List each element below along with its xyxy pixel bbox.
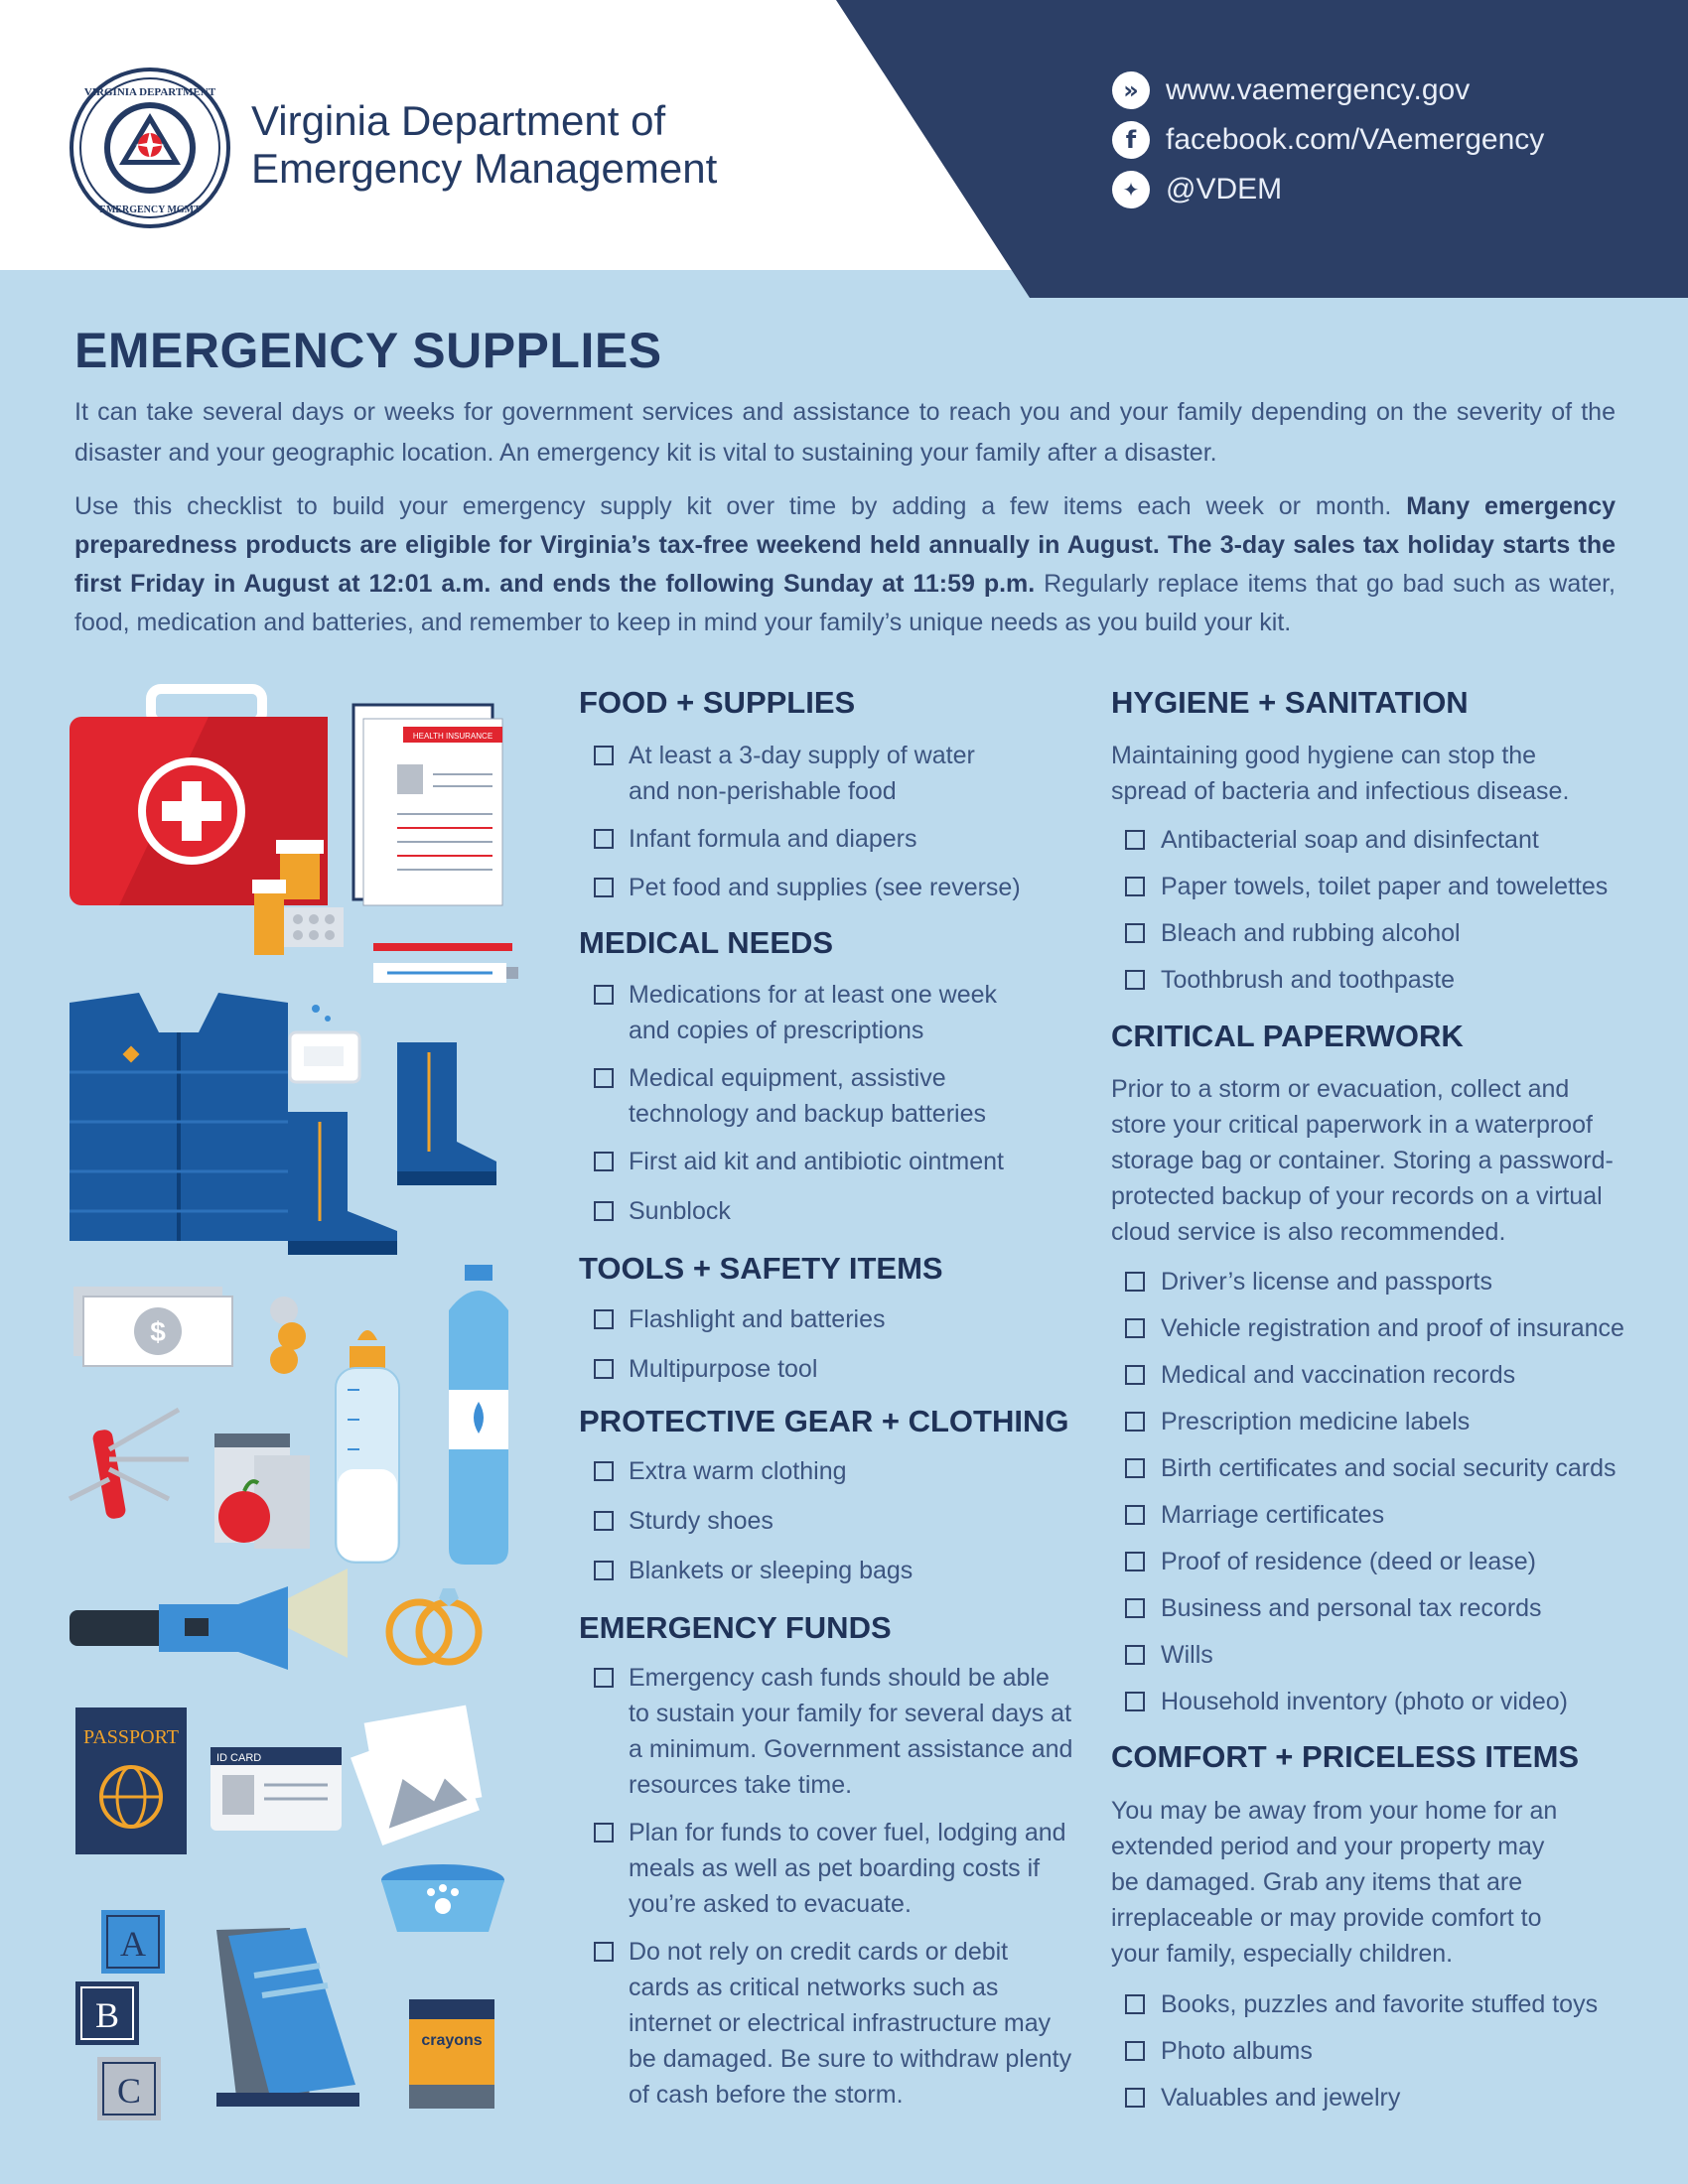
photos-icon [351,1706,482,1845]
checkbox[interactable] [594,1942,614,1962]
crayons-icon [409,1999,494,2109]
checkbox[interactable] [594,829,614,849]
checklist-item: Do not rely on credit cards or debit cards as critical networks such as internet or electrical infrastructure may be damaged. Be sure to withdraw plenty of cash before the storm. [629,1938,1072,2109]
checklist-item: Toothbrush and toothpaste [1161,966,1456,994]
checklist-item: Sunblock [629,1197,731,1225]
intro-paragraph-2 [74,487,1616,642]
checklist-item: Paper towels, toilet paper and towelettes [1161,873,1609,900]
intro-p2-end: Regularly replace items that go bad such as water, food, medication and batteries, and remember to keep in mind your family’s unique needs as you build your kit. [74,570,1617,636]
checklist-item: Antibacterial soap and disinfectant [1161,826,1539,854]
checklist-item: Emergency cash funds should be able to sustain your family for several days at a minimum. Government assistance and resources take time. [629,1664,1073,1799]
canned-food-icon [214,1433,310,1549]
intro-paragraph-1: It can take several days or weeks for government services and assistance to reach you and your family depending on the severity of the disaster and your geographic location. An emergency kit is vital to sustaining your family after a disaster. [74,398,1616,467]
flashlight-icon [70,1569,348,1670]
website-arrow-icon: » [1112,71,1150,109]
checkbox[interactable] [1125,970,1145,990]
checkbox[interactable] [1125,1645,1145,1665]
checkbox[interactable] [1125,1692,1145,1711]
rings-icon [389,1588,479,1662]
twitter-icon: ✦ [1112,171,1150,208]
emergency-funds-heading: EMERGENCY FUNDS [579,1610,892,1645]
food-supplies-heading: FOOD + SUPPLIES [579,685,856,720]
health-insurance-label: HEALTH INSURANCE [412,732,493,741]
checklist-item: Business and personal tax records [1161,1594,1542,1622]
checkbox[interactable] [1125,1412,1145,1432]
checkbox[interactable] [1125,1598,1145,1618]
checkbox[interactable] [1125,1552,1145,1571]
page-title: EMERGENCY SUPPLIES [74,323,662,378]
checklist-item: Photo albums [1161,2037,1313,2065]
checklist-item: Extra warm clothing [629,1457,847,1485]
checklist-item: Blankets or sleeping bags [629,1557,914,1584]
coins-icon [270,1297,306,1374]
facebook-icon: f [1112,121,1150,159]
block-a-label: A [120,1924,146,1964]
checklist-item: Medications for at least one week and copies of prescriptions [629,981,998,1044]
checklist-item: Wills [1161,1641,1213,1669]
checkbox[interactable] [594,1152,614,1171]
twitter-text: @VDEM [1166,173,1283,205]
checklist-item: Birth certificates and social security cards [1161,1454,1617,1482]
org-name-line1: Virginia Department of [251,97,666,144]
svg-text:EMERGENCY MGMT: EMERGENCY MGMT [99,205,201,215]
checkbox[interactable] [1125,830,1145,850]
checkbox[interactable] [1125,2088,1145,2108]
soap-icon [290,1005,359,1082]
org-name-line2: Emergency Management [251,145,718,192]
checklist-item: Medical equipment, assistive technology and backup batteries [629,1064,986,1128]
facebook-text: facebook.com/VAemergency [1166,123,1545,156]
comfort-description: You may be away from your home for an extended period and your property may be damaged. Grab any items that are irreplaceable or may provide comfort to your family, especially children. [1111,1797,1558,1968]
vdem-logo-icon [70,68,230,228]
baby-bottle-icon [336,1330,399,1563]
checklist-item: Medical and vaccination records [1161,1361,1516,1389]
checklist-item: Plan for funds to cover fuel, lodging and meals as well as pet boarding costs if you’re asked to evacuate. [629,1819,1066,1918]
passport-icon [75,1707,187,1854]
checklist-item: Proof of residence (deed or lease) [1161,1548,1536,1575]
checklist-item: At least a 3-day supply of water and non-perishable food [629,742,975,805]
checkbox[interactable] [1125,877,1145,896]
paperwork-description: Prior to a storm or evacuation, collect and store your critical paperwork in a waterproof storage bag or container. Storing a password-protected backup of your records on a virtual cloud service is also recommended. [1111,1075,1614,1246]
passport-label: PASSPORT [83,1726,179,1748]
hygiene-description: Maintaining good hygiene can stop the spread of bacteria and infectious disease. [1111,742,1570,805]
checkbox[interactable] [594,746,614,765]
facebook-link[interactable] [1112,121,1544,159]
checkbox[interactable] [594,1823,614,1843]
books-icon [216,1928,359,2107]
checklist-item: Multipurpose tool [629,1355,818,1383]
checklist-item: Pet food and supplies (see reverse) [629,874,1021,901]
comfort-priceless-heading: COMFORT + PRICELESS ITEMS [1111,1739,1580,1774]
checklist-item: Sturdy shoes [629,1507,774,1535]
hygiene-sanitation-heading: HYGIENE + SANITATION [1111,685,1469,720]
health-insurance-document-icon [353,705,502,905]
dollar-label: $ [150,1316,166,1347]
checkbox[interactable] [1125,923,1145,943]
checklist-item: Vehicle registration and proof of insurance [1161,1314,1624,1342]
crayons-label: crayons [421,2032,483,2049]
website-text: www.vaemergency.gov [1166,73,1471,106]
id-card-icon [211,1747,342,1831]
checkbox[interactable] [1125,1318,1145,1338]
tools-safety-heading: TOOLS + SAFETY ITEMS [579,1251,943,1286]
checklist-item: Bleach and rubbing alcohol [1161,919,1461,947]
cash-icon [73,1287,232,1366]
checklist-item: Driver’s license and passports [1161,1268,1492,1296]
checkbox[interactable] [594,1359,614,1379]
intro-p2-start: Use this checklist to build your emergency supply kit over time by adding a few items each week or month. [74,492,1407,520]
checkbox[interactable] [1125,1365,1145,1385]
checkbox[interactable] [1125,1272,1145,1292]
alphabet-blocks-icon [75,1910,165,2120]
checkbox[interactable] [594,878,614,897]
checkbox[interactable] [1125,2041,1145,2061]
checklist-item: First aid kit and antibiotic ointment [629,1148,1004,1175]
checkbox[interactable] [594,1668,614,1688]
id-card-label: ID CARD [216,1752,262,1764]
checkbox[interactable] [594,1511,614,1531]
checklist-item: Valuables and jewelry [1161,2084,1401,2112]
checkbox[interactable] [594,1068,614,1088]
checklist-item: Household inventory (photo or video) [1161,1688,1568,1715]
checklist-item: Prescription medicine labels [1161,1408,1471,1435]
intro-p2-bold: Many emergency preparedness products are eligible for Virginia’s tax-free weekend held annually in August. The 3-day sales tax holiday starts the first Friday in August at 12:01 a.m. and ends the following Sunday at 11:59 p.m. [74,492,1617,598]
checkbox[interactable] [1125,1458,1145,1478]
water-bottle-icon [449,1265,508,1565]
website-link[interactable] [1112,71,1470,109]
critical-paperwork-heading: CRITICAL PAPERWORK [1111,1019,1464,1053]
checkbox[interactable] [1125,1505,1145,1525]
checklist-item: Marriage certificates [1161,1501,1385,1529]
checklist-item: Books, puzzles and favorite stuffed toys [1161,1990,1599,2018]
checklist-item: Infant formula and diapers [629,825,917,853]
twitter-link[interactable] [1112,171,1282,208]
checkbox[interactable] [1125,1994,1145,2014]
organization-name [251,97,717,193]
block-c-label: C [116,2071,142,2111]
checkbox[interactable] [594,985,614,1005]
medical-needs-heading: MEDICAL NEEDS [579,925,834,960]
protective-gear-heading: PROTECTIVE GEAR + CLOTHING [579,1404,1069,1438]
pet-bowl-icon [381,1864,504,1932]
supplies-illustrations [60,675,546,2144]
multipurpose-tool-icon [70,1410,189,1520]
checkbox[interactable] [594,1561,614,1580]
checkbox[interactable] [594,1309,614,1329]
vest-icon [70,993,288,1241]
checkbox[interactable] [594,1461,614,1481]
svg-text:VIRGINIA DEPARTMENT: VIRGINIA DEPARTMENT [83,86,216,98]
checklist-item: Flashlight and batteries [629,1305,886,1333]
toothpaste-icon [373,943,518,983]
checkbox[interactable] [594,1201,614,1221]
block-b-label: B [94,1995,120,2035]
